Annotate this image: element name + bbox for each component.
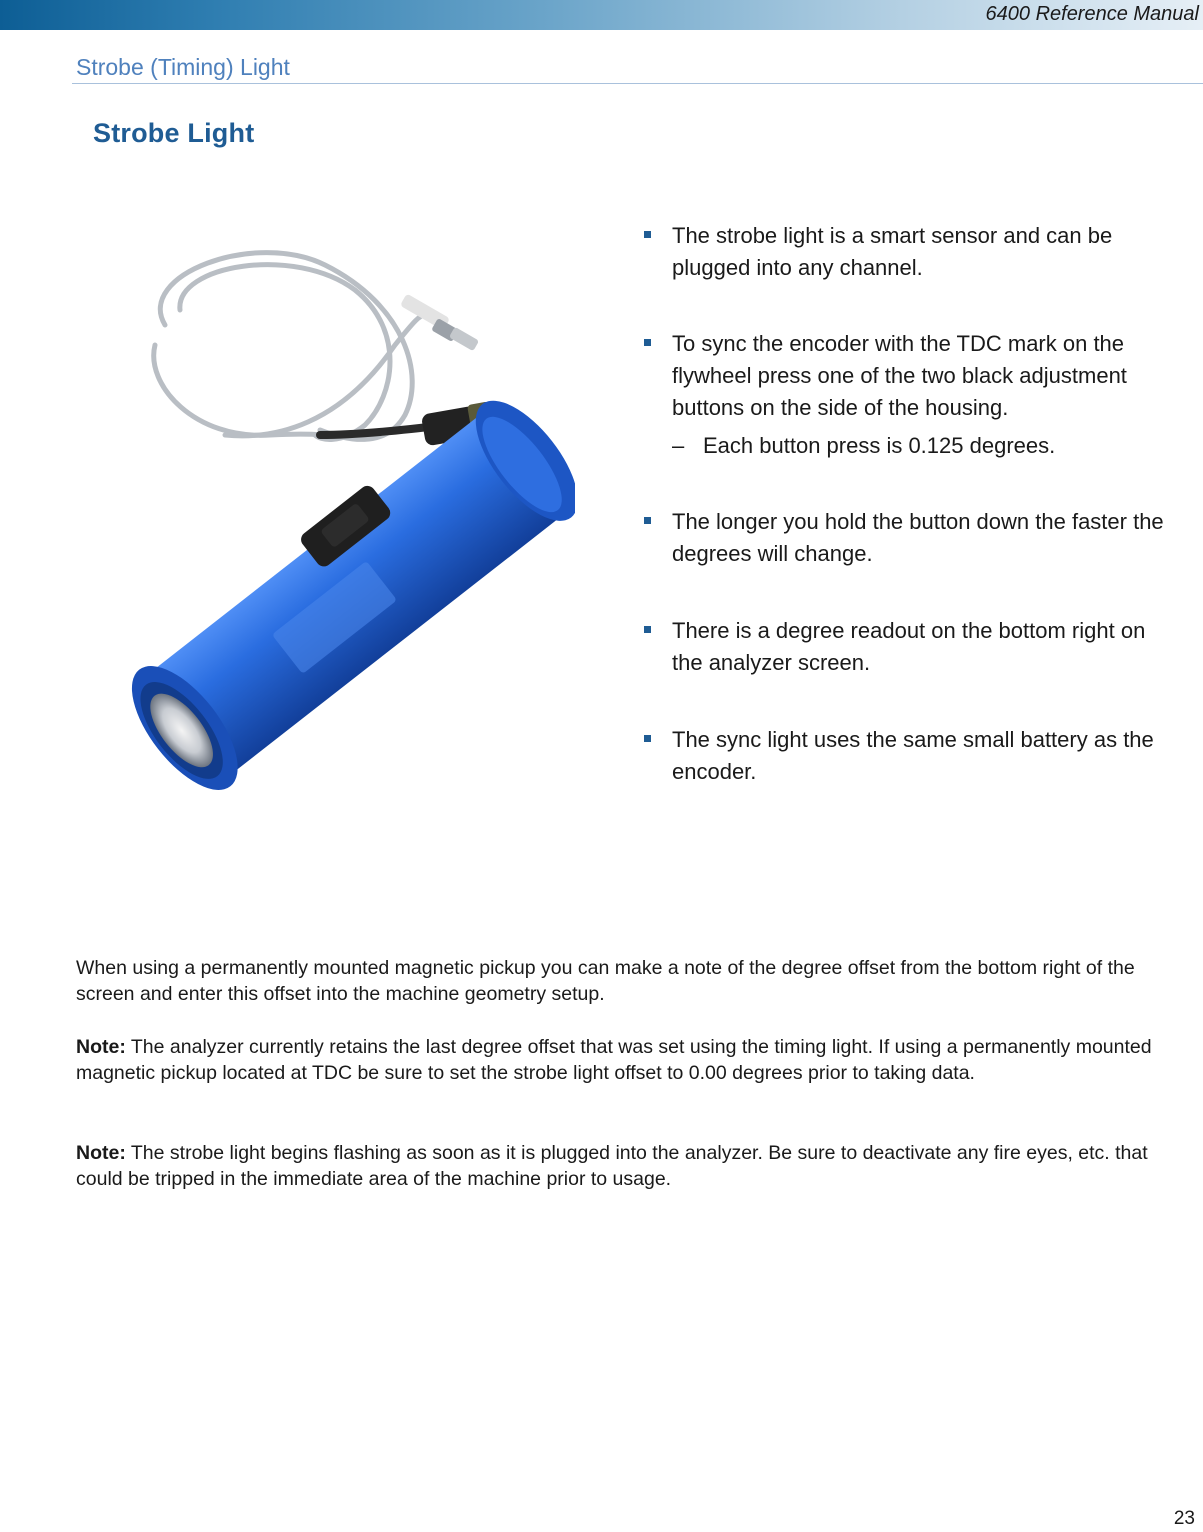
cable-coil bbox=[154, 253, 425, 440]
bullet-square-icon bbox=[644, 626, 651, 633]
note-paragraph bbox=[76, 1140, 1191, 1192]
section-title: Strobe (Timing) Light bbox=[76, 54, 290, 80]
sub-bullet-text: Each button press is 0.125 degrees. bbox=[703, 433, 1056, 458]
bullet-item bbox=[641, 220, 1181, 284]
slide-title: Strobe Light bbox=[93, 118, 255, 148]
bullet-square-icon bbox=[644, 231, 651, 238]
sub-bullet-item bbox=[641, 430, 1181, 462]
strobe-light-photo bbox=[105, 235, 575, 815]
bullet-text: The longer you hold the button down the faster the degrees will change. bbox=[672, 509, 1164, 566]
note-label: Note: bbox=[76, 1036, 126, 1058]
bullet-item bbox=[641, 615, 1181, 679]
bullet-item bbox=[641, 506, 1181, 570]
strobe-tube bbox=[109, 378, 575, 807]
bullet-text: There is a degree readout on the bottom right on the analyzer screen. bbox=[672, 618, 1146, 675]
note-label: Note: bbox=[76, 1142, 126, 1164]
bullet-item bbox=[641, 724, 1181, 788]
bullet-square-icon bbox=[644, 735, 651, 742]
note-paragraph bbox=[76, 1034, 1191, 1086]
page-number: 23 bbox=[1173, 1508, 1195, 1529]
bullet-text: The strobe light is a smart sensor and can be plugged into any channel. bbox=[672, 223, 1113, 280]
manual-title: 6400 Reference Manual bbox=[985, 3, 1199, 25]
bullet-list bbox=[641, 220, 1181, 788]
bullet-text: To sync the encoder with the TDC mark on the flywheel press one of the two black adjustment buttons on the side of the housing. bbox=[672, 331, 1127, 420]
section-divider bbox=[72, 83, 1203, 84]
dash-marker: – bbox=[672, 433, 685, 458]
note-text: The analyzer currently retains the last degree offset that was set using the timing light. If using a permanently mounted magnetic pickup located at TDC be sure to set the strobe light offset to 0.00 degrees prior to taking data. bbox=[76, 1036, 1152, 1084]
bullet-text: The sync light uses the same small battery as the encoder. bbox=[672, 727, 1154, 784]
bullet-square-icon bbox=[644, 339, 651, 346]
note-text: The strobe light begins flashing as soon as it is plugged into the analyzer. Be sure to deactivate any fire eyes, etc. that could be tripped in the immediate area of the machine prior to usage. bbox=[76, 1142, 1148, 1190]
bullet-item bbox=[641, 328, 1181, 462]
body-paragraph: When using a permanently mounted magnetic pickup you can make a note of the degree offset from the bottom right of the screen and enter this offset into the machine geometry setup. bbox=[76, 957, 1135, 1005]
bullet-square-icon bbox=[644, 517, 651, 524]
